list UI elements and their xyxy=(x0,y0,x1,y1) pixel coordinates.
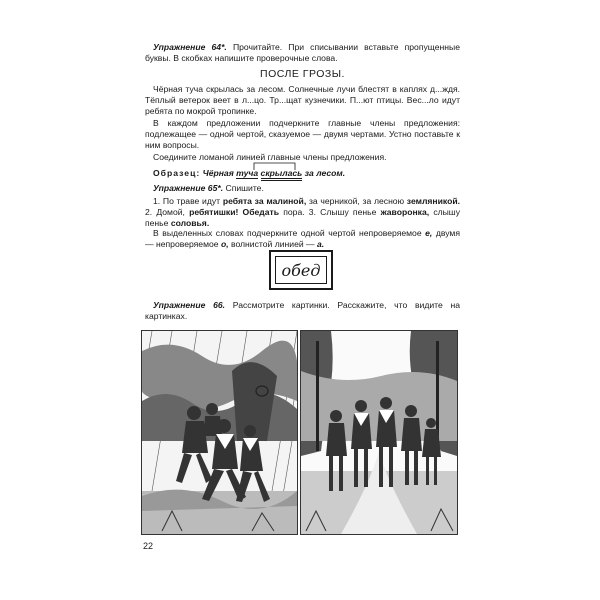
picture-storm xyxy=(141,330,298,535)
exercise-65-text: Спишите. xyxy=(225,183,264,193)
s3-bold-2: соловья. xyxy=(170,218,210,229)
exercise-65-header xyxy=(145,183,460,194)
vocabulary-word: обед xyxy=(275,256,327,284)
page-number: 22 xyxy=(143,541,154,551)
vocabulary-word-box xyxy=(269,250,333,290)
after-storm-illustration xyxy=(301,331,457,534)
storm-illustration xyxy=(142,331,297,534)
s3-mid: слышу пенье xyxy=(145,207,460,229)
s1-start: 1. По траве идут xyxy=(153,196,221,206)
exercise-64-text: Прочитайте. При списывании вставьте пропущенные буквы. В скобках напишите проверочные слова. xyxy=(145,42,460,64)
s2-bold: ребятишки! Обедать xyxy=(189,207,280,218)
s3-start: пора. 3. Слышу пенье xyxy=(283,207,377,218)
exercise-65-label: Упражнение 65*. xyxy=(153,183,224,193)
exercise-65-task xyxy=(145,228,460,250)
s3-bold-1: жаворонка, xyxy=(380,207,430,218)
s1-bold-2: земляникой. xyxy=(406,196,461,206)
sample-word-1: Чёрная xyxy=(202,168,234,178)
sample-label: Образец: xyxy=(153,168,201,178)
picture-after-storm xyxy=(300,330,458,535)
task65-b: двумя — непроверяемое xyxy=(145,228,460,250)
s1-bold-1: ребята за малиной, xyxy=(222,196,307,206)
sample-subject: туча xyxy=(236,168,259,178)
exercise-66 xyxy=(145,300,460,322)
s2-start: 2. Домой, xyxy=(145,207,185,218)
vowel-a: а. xyxy=(317,239,325,250)
story-sentences: Чёрная туча скрылась за лесом. Солнечные лучи блестят в каплях д...ждя. Тёплый ветерок веет в л...цо. Тр...щат кузнечики. П...ют птицы. Вес...ло идут ребята по мокрой тропинке. xyxy=(145,84,460,117)
task-underline-text: В каждом предложении подчеркните главные члены предложения: подлежащее — одной чертой, сказуемое — двумя чертами. Устно поставьте к ним вопросы. xyxy=(145,118,460,151)
vowel-e: е, xyxy=(425,228,433,238)
sample-word-4: за лесом. xyxy=(304,168,346,178)
s1-mid: за черникой, за лесною xyxy=(308,196,405,206)
task-connect-text: Соедините ломаной линией главные члены предложения. xyxy=(153,152,387,162)
sample-predicate: скрылась xyxy=(261,168,303,181)
exercise-66-label: Упражнение 66. xyxy=(153,300,226,310)
exercise-65-sentences xyxy=(145,196,460,230)
task65-a: В выделенных словах подчеркните одной чертой непроверяемое xyxy=(153,228,422,238)
task65-c: волнистой линией — xyxy=(230,239,315,250)
exercise-64-label: Упражнение 64*. xyxy=(153,42,227,52)
story-title: ПОСЛЕ ГРОЗЫ. xyxy=(260,68,345,80)
vowel-o: о, xyxy=(220,239,229,250)
exercise-66-text: Рассмотрите картинки. Расскажите, что видите на картинках. xyxy=(145,300,460,322)
